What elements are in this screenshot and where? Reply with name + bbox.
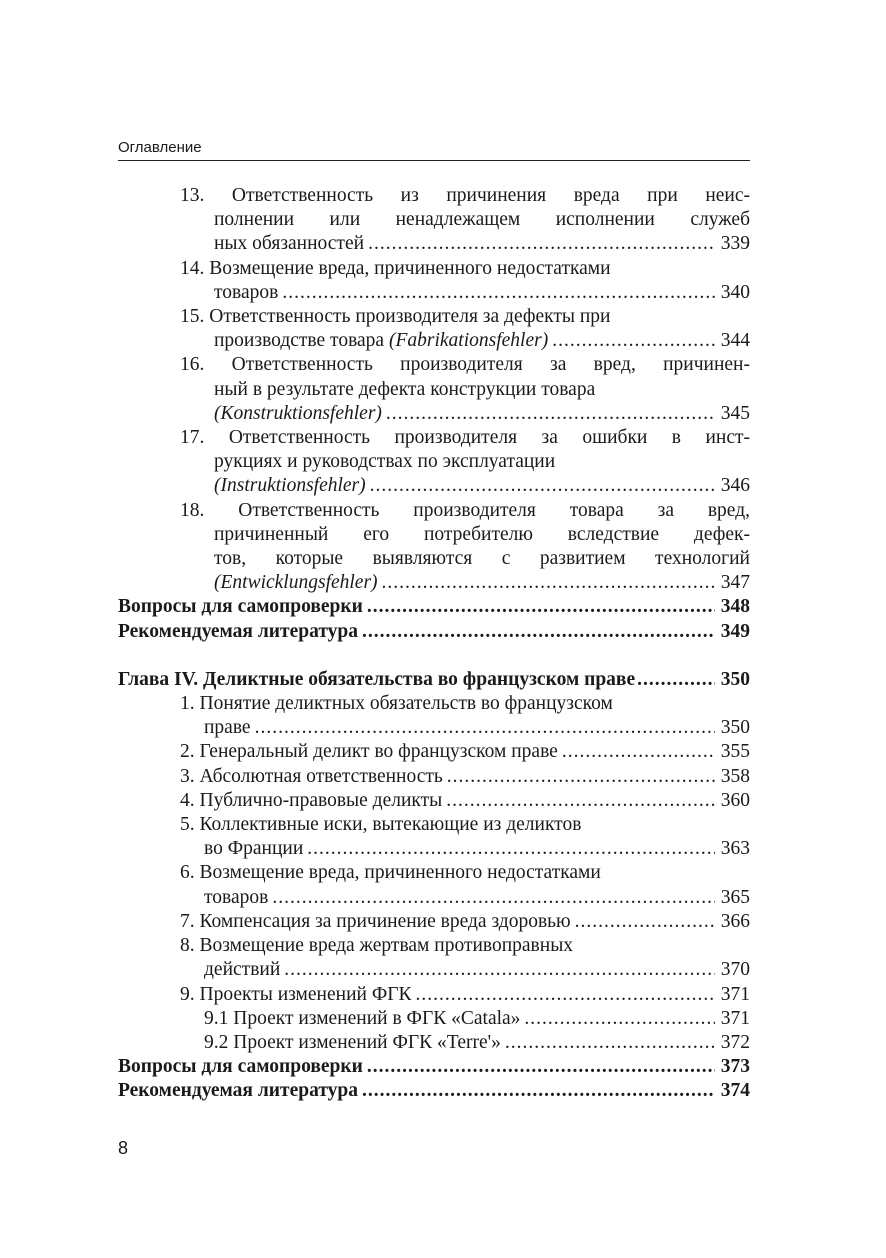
- toc-entry-line: 18. Ответственность производителя товара за вред,: [180, 499, 750, 521]
- toc-ch4-entry-1[interactable]: [118, 692, 750, 740]
- toc-entry-title: Вопросы для самопроверки: [118, 1056, 363, 1078]
- toc-entry-questions-2[interactable]: [118, 1055, 750, 1079]
- leader-dots: [562, 740, 715, 764]
- toc-entry-literature-2[interactable]: [118, 1079, 750, 1103]
- toc-entry-title: (Entwicklungsfehler): [214, 572, 378, 594]
- toc-entry-title: Рекомендуемая литература: [118, 620, 358, 642]
- toc-entry-15[interactable]: [118, 305, 750, 353]
- toc-entry-line: 14. Возмещение вреда, причиненного недостатками: [180, 257, 611, 279]
- page-number: 347: [720, 572, 750, 594]
- leader-dots: [382, 571, 715, 595]
- toc-entry-18[interactable]: [118, 499, 750, 596]
- toc-ch4-entry-6[interactable]: [118, 861, 750, 909]
- toc-entry-title: 3. Абсолютная ответственность: [180, 765, 443, 787]
- toc-entry-line: 17. Ответственность производителя за ошибки в инст-: [180, 427, 750, 449]
- page-number: 355: [720, 741, 750, 763]
- page-number: 365: [720, 886, 750, 908]
- toc-entry-line: 16. Ответственность производителя за вред, причинен-: [180, 354, 750, 376]
- toc-entry-literature[interactable]: [118, 620, 750, 644]
- toc-entry-line: 13. Ответственность из причинения вреда при неис-: [180, 185, 750, 206]
- toc-entry-title: Вопросы для самопроверки: [118, 596, 363, 618]
- toc-ch4-entry-4[interactable]: [118, 789, 750, 813]
- page-number: 340: [720, 281, 750, 303]
- toc-chapter-4[interactable]: [118, 668, 750, 692]
- leader-dots: [637, 668, 715, 692]
- leader-dots: [524, 1007, 714, 1031]
- toc-entry-title: [214, 329, 548, 353]
- leader-dots: [362, 1079, 715, 1103]
- page-number: 339: [720, 233, 750, 255]
- page-number: 345: [720, 402, 750, 424]
- page-number: 371: [720, 983, 750, 1005]
- toc-entry-line: причиненный его потребителю вследствие дефек-: [214, 523, 750, 545]
- leader-dots: [272, 886, 714, 910]
- toc-entry-title: 9.1 Проект изменений в ФГК «Catala»: [204, 1007, 521, 1029]
- leader-dots: [575, 910, 715, 934]
- leader-dots: [362, 620, 715, 644]
- toc-entry-title: (Instruktionsfehler): [214, 475, 366, 497]
- title-part: [214, 330, 548, 351]
- page-number: 349: [720, 620, 750, 642]
- toc-ch4-entry-2[interactable]: [118, 740, 750, 764]
- leader-dots: [255, 716, 715, 740]
- page-number: 374: [720, 1080, 750, 1102]
- leader-dots: [307, 837, 714, 861]
- toc-ch4-entry-9[interactable]: [118, 983, 750, 1007]
- toc-entry-questions[interactable]: [118, 595, 750, 619]
- leader-dots: [386, 402, 715, 426]
- toc-entry-title: 4. Публично-правовые деликты: [180, 789, 443, 811]
- toc-entry-line: ный в результате дефекта конструкции товара: [214, 378, 596, 400]
- toc-ch4-entry-3[interactable]: [118, 765, 750, 789]
- leader-dots: [446, 789, 714, 813]
- toc-entry-14[interactable]: [118, 257, 750, 305]
- header-title: Оглавление: [118, 139, 202, 156]
- toc-entry-title: (Konstruktionsfehler): [214, 402, 382, 424]
- toc-ch4-entry-8[interactable]: [118, 934, 750, 982]
- toc-entry-line: тов, которые выявляются с развитием технологий: [214, 548, 750, 570]
- toc-entry-13[interactable]: [118, 184, 750, 257]
- title-main: производстве товара: [214, 330, 389, 352]
- toc-entry-line: 15. Ответственность производителя за дефекты при: [180, 306, 611, 328]
- page-number: 370: [720, 959, 750, 981]
- leader-dots: [284, 958, 714, 982]
- leader-dots: [447, 765, 715, 789]
- spacer: [118, 644, 750, 668]
- page-number: 358: [720, 765, 750, 787]
- toc-entry-title: во Франции: [204, 838, 304, 860]
- leader-dots: [505, 1031, 715, 1055]
- table-of-contents: [118, 184, 750, 1104]
- chapter-title: Глава IV. Деликтные обязательства во французском праве: [118, 668, 636, 690]
- leader-dots: [367, 595, 715, 619]
- toc-entry-line: полнении или ненадлежащем исполнении служеб: [214, 209, 750, 231]
- page-number: 350: [720, 717, 750, 739]
- toc-entry-title: 9.2 Проект изменений ФГК «Terre'»: [204, 1031, 501, 1053]
- leader-dots: [282, 281, 714, 305]
- toc-entry-title: ных обязанностей: [214, 233, 365, 255]
- leader-dots: [552, 329, 715, 353]
- toc-ch4-entry-9-1[interactable]: [118, 1007, 750, 1031]
- page-number: 363: [720, 838, 750, 860]
- toc-ch4-entry-9-2[interactable]: [118, 1031, 750, 1055]
- toc-entry-line: 5. Коллективные иски, вытекающие из деликтов: [180, 814, 582, 836]
- toc-entry-title: действий: [204, 959, 281, 981]
- running-header: [118, 139, 750, 161]
- page-number: 344: [720, 330, 750, 352]
- toc-entry-title: праве: [204, 717, 251, 739]
- toc-entry-title: Рекомендуемая литература: [118, 1080, 358, 1102]
- toc-entry-title: 9. Проекты изменений ФГК: [180, 983, 412, 1005]
- page-number: 371: [720, 1007, 750, 1029]
- page-number: 360: [720, 789, 750, 811]
- toc-entry-line: 6. Возмещение вреда, причиненного недостатками: [180, 862, 601, 884]
- page-number: 346: [720, 475, 750, 497]
- toc-entry-title: товаров: [214, 281, 279, 303]
- leader-dots: [370, 474, 715, 498]
- page-number: 366: [720, 910, 750, 932]
- title-term: (Fabrikationsfehler): [388, 330, 549, 352]
- page-number-footer: 8: [118, 1138, 129, 1158]
- toc-entry-line: рукциях и руководствах по эксплуатации: [214, 451, 556, 473]
- toc-ch4-entry-5[interactable]: [118, 813, 750, 861]
- toc-entry-line: 8. Возмещение вреда жертвам противоправных: [180, 935, 574, 957]
- toc-entry-title: товаров: [204, 886, 269, 908]
- toc-entry-16[interactable]: [118, 353, 750, 426]
- leader-dots: [416, 983, 715, 1007]
- toc-entry-title: 2. Генеральный деликт во французском праве: [180, 741, 558, 763]
- toc-ch4-entry-7[interactable]: [118, 910, 750, 934]
- leader-dots: [367, 1055, 715, 1079]
- page-number: 348: [720, 596, 750, 618]
- leader-dots: [368, 232, 715, 256]
- page-number: 350: [720, 668, 750, 690]
- toc-entry-17[interactable]: [118, 426, 750, 499]
- toc-entry-title: 7. Компенсация за причинение вреда здоровью: [180, 910, 571, 932]
- page-number: 373: [720, 1056, 750, 1078]
- page-number: 372: [720, 1031, 750, 1053]
- toc-entry-line: 1. Понятие деликтных обязательств во французском: [180, 693, 613, 715]
